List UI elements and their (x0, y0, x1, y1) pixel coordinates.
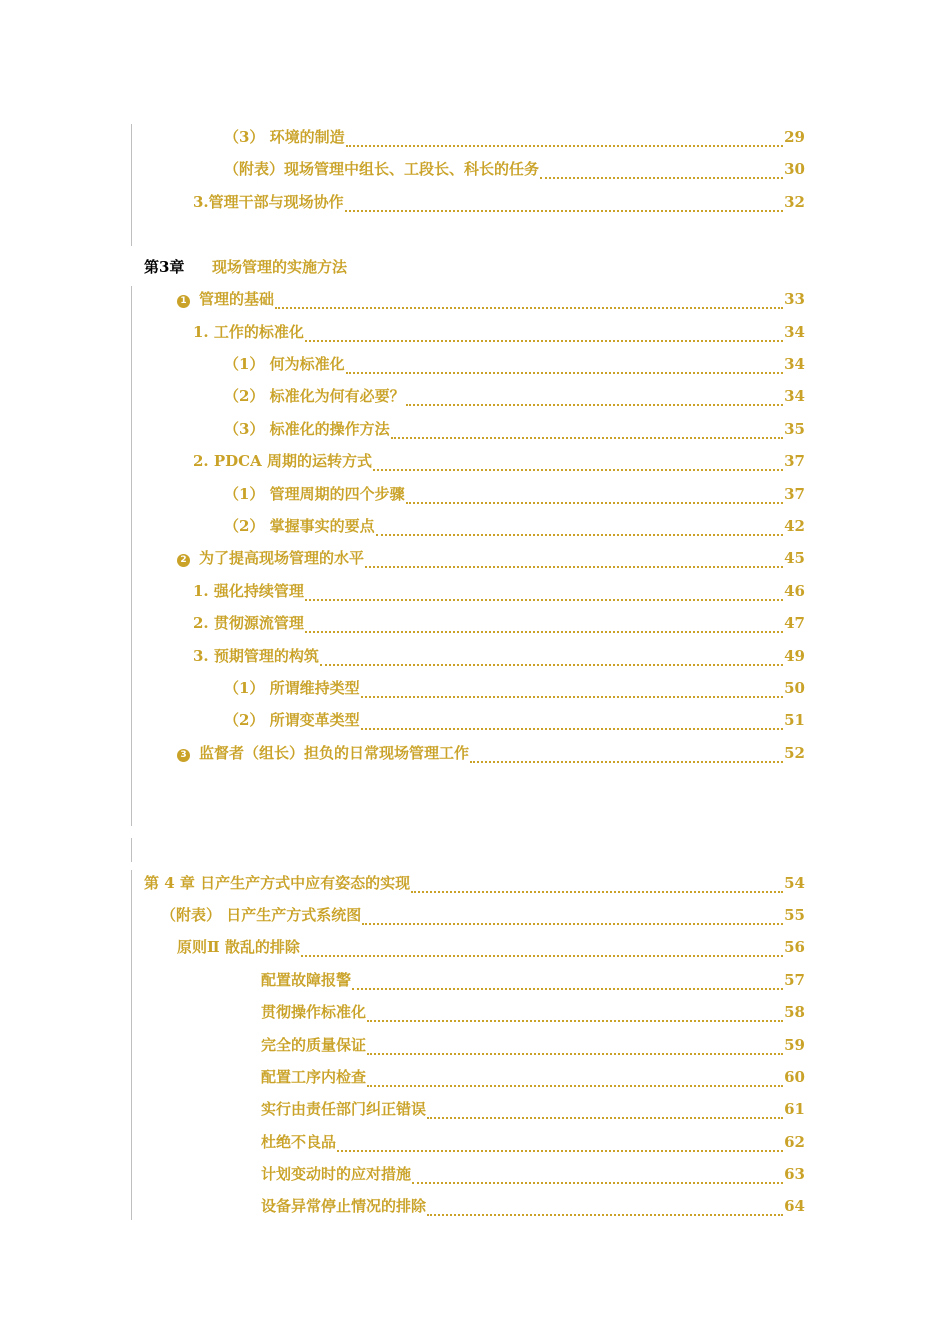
toc-page-number: 29 (784, 128, 805, 146)
dot-leader (320, 650, 783, 666)
chapter-number: 第3章 (144, 258, 185, 276)
toc-entry-text: （2） 掌握事实的要点 (224, 517, 375, 535)
toc-entry-text: （1） 何为标准化 (224, 355, 345, 373)
dot-leader (352, 974, 783, 990)
toc-entry[interactable] (224, 352, 805, 376)
toc-entry[interactable] (224, 417, 805, 441)
toc-entry-text: 监督者（组长）担负的日常现场管理工作 (199, 744, 470, 762)
toc-entry-text: （2） 所谓变革类型 (224, 711, 360, 729)
toc-entry[interactable] (261, 1097, 805, 1121)
toc-entry-text: 3.管理干部与现场协作 (193, 193, 344, 211)
toc-entry[interactable] (261, 1000, 805, 1024)
toc-entry[interactable] (193, 449, 805, 473)
toc-entry-text: 第 4 章 日产生产方式中应有姿态的实现 (144, 874, 411, 892)
toc-page-number: 63 (784, 1165, 805, 1183)
dot-leader (412, 1168, 783, 1184)
toc-entry[interactable] (261, 1194, 805, 1218)
toc-page-number: 51 (784, 711, 805, 729)
dot-leader (305, 326, 783, 342)
toc-entry[interactable] (224, 676, 805, 700)
toc-entry[interactable] (193, 611, 805, 635)
toc-page-number: 56 (784, 938, 805, 956)
dot-leader (391, 423, 783, 439)
dot-leader (337, 1136, 783, 1152)
toc-page-number: 37 (784, 485, 805, 503)
toc-page-number: 34 (784, 387, 805, 405)
dot-leader (361, 714, 783, 730)
dot-leader (470, 747, 783, 763)
toc-page-number: 37 (784, 452, 805, 470)
toc-page-number: 34 (784, 323, 805, 341)
toc-entry[interactable] (224, 482, 805, 506)
dot-leader (305, 617, 783, 633)
toc-entry-text: （3） 环境的制造 (224, 128, 345, 146)
toc-entry[interactable] (144, 871, 805, 895)
toc-entry-text: 完全的质量保证 (261, 1036, 367, 1054)
toc-page-number: 46 (784, 582, 805, 600)
dot-leader (305, 585, 783, 601)
dot-leader (361, 682, 783, 698)
margin-rule (131, 286, 132, 826)
toc-entry-text: 设备异常停止情况的排除 (261, 1197, 427, 1215)
toc-page-number: 30 (784, 160, 805, 178)
toc-entry-text: （1） 管理周期的四个步骤 (224, 485, 405, 503)
toc-entry[interactable] (261, 1162, 805, 1186)
dot-leader (365, 552, 783, 568)
toc-entry-text: 贯彻操作标准化 (261, 1003, 367, 1021)
dot-leader (301, 941, 783, 957)
dot-leader (367, 1006, 783, 1022)
toc-page-number: 50 (784, 679, 805, 697)
number-circle-icon: 3 (177, 749, 190, 762)
toc-entry-text: 为了提高现场管理的水平 (199, 549, 365, 567)
toc-entry-text: （3） 标准化的操作方法 (224, 420, 390, 438)
toc-entry[interactable] (177, 546, 805, 570)
toc-page-number: 42 (784, 517, 805, 535)
toc-entry-text: （1） 所谓维持类型 (224, 679, 360, 697)
dot-leader (275, 293, 783, 309)
toc-entry[interactable] (224, 514, 805, 538)
margin-rule (131, 838, 132, 862)
number-circle-icon: 2 (177, 554, 190, 567)
toc-page-number: 32 (784, 193, 805, 211)
toc-entry[interactable] (193, 320, 805, 344)
toc-entry[interactable] (161, 903, 805, 927)
toc-page-number: 34 (784, 355, 805, 373)
toc-entry-text: （2） 标准化为何有必要？ (224, 387, 405, 405)
margin-rule (131, 870, 132, 1220)
toc-entry[interactable] (193, 190, 805, 214)
toc-page-number: 47 (784, 614, 805, 632)
toc-entry-text: （附表）现场管理中组长、工段长、科长的任务 (224, 160, 540, 178)
toc-entry-text: 2. 贯彻源流管理 (193, 614, 304, 632)
toc-entry[interactable] (193, 644, 805, 668)
dot-leader (406, 488, 783, 504)
chapter-heading[interactable] (144, 255, 805, 279)
toc-page-number: 64 (784, 1197, 805, 1215)
dot-leader (540, 163, 783, 179)
toc-entry[interactable] (261, 1065, 805, 1089)
chapter-title: 现场管理的实施方法 (212, 258, 348, 276)
toc-entry-text: 实行由责任部门纠正错误 (261, 1100, 427, 1118)
toc-page-number: 55 (784, 906, 805, 924)
number-circle-icon: 1 (177, 295, 190, 308)
toc-page-number: 57 (784, 971, 805, 989)
dot-leader (367, 1039, 783, 1055)
dot-leader (411, 877, 783, 893)
toc-entry[interactable] (193, 579, 805, 603)
dot-leader (346, 358, 783, 374)
toc-page-number: 49 (784, 647, 805, 665)
toc-page-number: 60 (784, 1068, 805, 1086)
dot-leader (362, 909, 783, 925)
toc-entry[interactable] (177, 935, 805, 959)
toc-entry-text: 2. PDCA 周期的运转方式 (193, 452, 372, 470)
dot-leader (367, 1071, 783, 1087)
toc-entry[interactable] (177, 741, 805, 765)
toc-entry[interactable] (177, 287, 805, 311)
toc-page-number: 54 (784, 874, 805, 892)
toc-page-number: 62 (784, 1133, 805, 1151)
toc-page-number: 59 (784, 1036, 805, 1054)
toc-entry-text: 管理的基础 (199, 290, 275, 308)
toc-entry-text: 杜绝不良品 (261, 1133, 337, 1151)
dot-leader (427, 1103, 783, 1119)
toc-entry[interactable] (224, 708, 805, 732)
toc-entry-text: 原则Ⅱ 散乱的排除 (177, 938, 300, 956)
toc-page-number: 45 (784, 549, 805, 567)
toc-page-number: 35 (784, 420, 805, 438)
toc-entry[interactable] (224, 384, 805, 408)
toc-page-number: 33 (784, 290, 805, 308)
dot-leader (346, 131, 783, 147)
toc-entry-text: 配置故障报警 (261, 971, 352, 989)
toc-page-number: 61 (784, 1100, 805, 1118)
toc-entry-text: 1. 强化持续管理 (193, 582, 304, 600)
toc-page-number: 52 (784, 744, 805, 762)
dot-leader (373, 455, 783, 471)
dot-leader (345, 196, 783, 212)
dot-leader (376, 520, 783, 536)
toc-page-number: 58 (784, 1003, 805, 1021)
toc-entry[interactable] (261, 968, 805, 992)
toc-entry-text: （附表） 日产生产方式系统图 (161, 906, 362, 924)
toc-entry[interactable] (224, 125, 805, 149)
dot-leader (427, 1200, 783, 1216)
toc-entry[interactable] (224, 157, 805, 181)
dot-leader (406, 390, 783, 406)
toc-entry-text: 计划变动时的应对措施 (261, 1165, 412, 1183)
toc-entry-text: 3. 预期管理的构筑 (193, 647, 319, 665)
margin-rule (131, 124, 132, 246)
toc-entry[interactable] (261, 1033, 805, 1057)
toc-entry[interactable] (261, 1130, 805, 1154)
toc-entry-text: 配置工序内检查 (261, 1068, 367, 1086)
toc-entry-text: 1. 工作的标准化 (193, 323, 304, 341)
